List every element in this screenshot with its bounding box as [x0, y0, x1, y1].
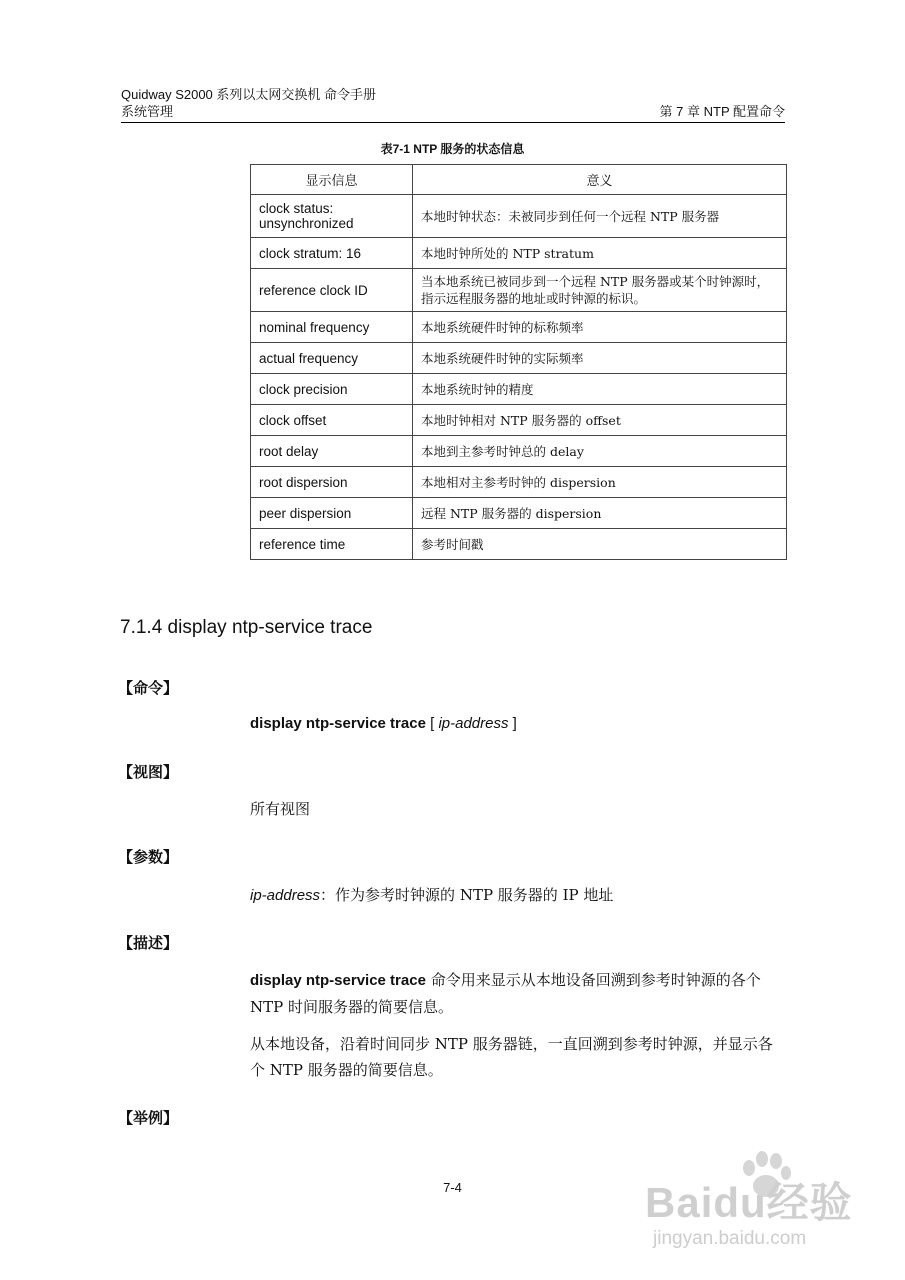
table-cell: clock status: unsynchronized: [251, 195, 413, 238]
table-cell: 当本地系统已被同步到一个远程 NTP 服务器或某个时钟源时，指示远程服务器的地址或时钟源的标识。: [413, 269, 787, 312]
table-caption: 表7-1 NTP 服务的状态信息: [380, 142, 525, 156]
table-cell: nominal frequency: [251, 312, 413, 343]
desc-paragraph-2: 从本地设备，沿着时间同步 NTP 服务器链，一直回溯到参考时钟源，并显示各个 NTP 服务器的简要信息。: [250, 1035, 773, 1079]
table-cell: reference clock ID: [251, 269, 413, 312]
header-doc-title: Quidway S2000 系列以太网交换机 命令手册: [121, 87, 377, 102]
table-cell: peer dispersion: [251, 498, 413, 529]
table-row: [251, 312, 787, 343]
watermark-url: jingyan.baidu.com: [653, 1228, 807, 1249]
table-cell: 本地时钟状态：未被同步到任何一个远程 NTP 服务器: [413, 195, 787, 238]
table-row: [251, 498, 787, 529]
table-row: [251, 436, 787, 467]
table-row: [251, 343, 787, 374]
command-arg: ip-address: [438, 715, 509, 732]
table-cell: actual frequency: [251, 343, 413, 374]
table-cell: 本地系统硬件时钟的标称频率: [413, 312, 787, 343]
table-header-cell: 显示信息: [251, 165, 413, 195]
table-cell: 本地时钟相对 NTP 服务器的 offset: [413, 405, 787, 436]
table-cell: 本地系统时钟的精度: [413, 374, 787, 405]
table-row: [251, 269, 787, 312]
header-chapter: 第 7 章 NTP 配置命令: [659, 104, 785, 119]
ntp-status-table: [250, 164, 787, 560]
params-label: 【参数】: [118, 849, 179, 866]
desc-paragraph-1: [250, 967, 787, 1020]
command-name: display ntp-service trace: [250, 715, 426, 732]
table-row: [251, 195, 787, 238]
table-row: [251, 529, 787, 560]
baidu-watermark: [645, 1150, 865, 1270]
table-cell: 参考时间戳: [413, 529, 787, 560]
param-desc: ：作为参考时钟源的 NTP 服务器的 IP 地址: [320, 886, 614, 904]
header-volume: 系统管理: [121, 104, 174, 119]
command-label: 【命令】: [118, 680, 179, 697]
command-bracket-open: [: [425, 715, 439, 732]
section-title: 7.1.4 display ntp-service trace: [120, 617, 373, 638]
view-text: 所有视图: [250, 800, 311, 818]
view-label: 【视图】: [118, 764, 179, 781]
desc-p1-text: 命令用来显示从本地设备回溯到参考时钟源的各个 NTP 时间服务器的简要信息。: [250, 971, 761, 1016]
example-label: 【举例】: [118, 1110, 179, 1127]
table-cell: 本地系统硬件时钟的实际频率: [413, 343, 787, 374]
table-row: [251, 467, 787, 498]
table-cell: 本地到主参考时钟总的 delay: [413, 436, 787, 467]
desc-label: 【描述】: [118, 935, 179, 952]
header-rule: [121, 122, 785, 123]
page-header: [121, 86, 785, 120]
page-number: 7-4: [443, 1180, 462, 1195]
command-bracket-close: ]: [508, 715, 517, 732]
table-header-row: [251, 165, 787, 195]
table-cell: 远程 NTP 服务器的 dispersion: [413, 498, 787, 529]
table-row: [251, 238, 787, 269]
table-cell: clock offset: [251, 405, 413, 436]
table-header-cell: 意义: [413, 165, 787, 195]
table-cell: 本地时钟所处的 NTP stratum: [413, 238, 787, 269]
desc-command: display ntp-service trace: [250, 972, 426, 989]
table-cell: reference time: [251, 529, 413, 560]
table-cell: root delay: [251, 436, 413, 467]
param-name: ip-address: [250, 887, 321, 904]
params-text: [250, 882, 787, 909]
table-cell: root dispersion: [251, 467, 413, 498]
table-cell: clock precision: [251, 374, 413, 405]
table-cell: clock stratum: 16: [251, 238, 413, 269]
watermark-brand: Baidu经验: [645, 1179, 853, 1226]
table-row: [251, 374, 787, 405]
table-cell: 本地相对主参考时钟的 dispersion: [413, 467, 787, 498]
command-syntax: [250, 711, 787, 737]
table-row: [251, 405, 787, 436]
